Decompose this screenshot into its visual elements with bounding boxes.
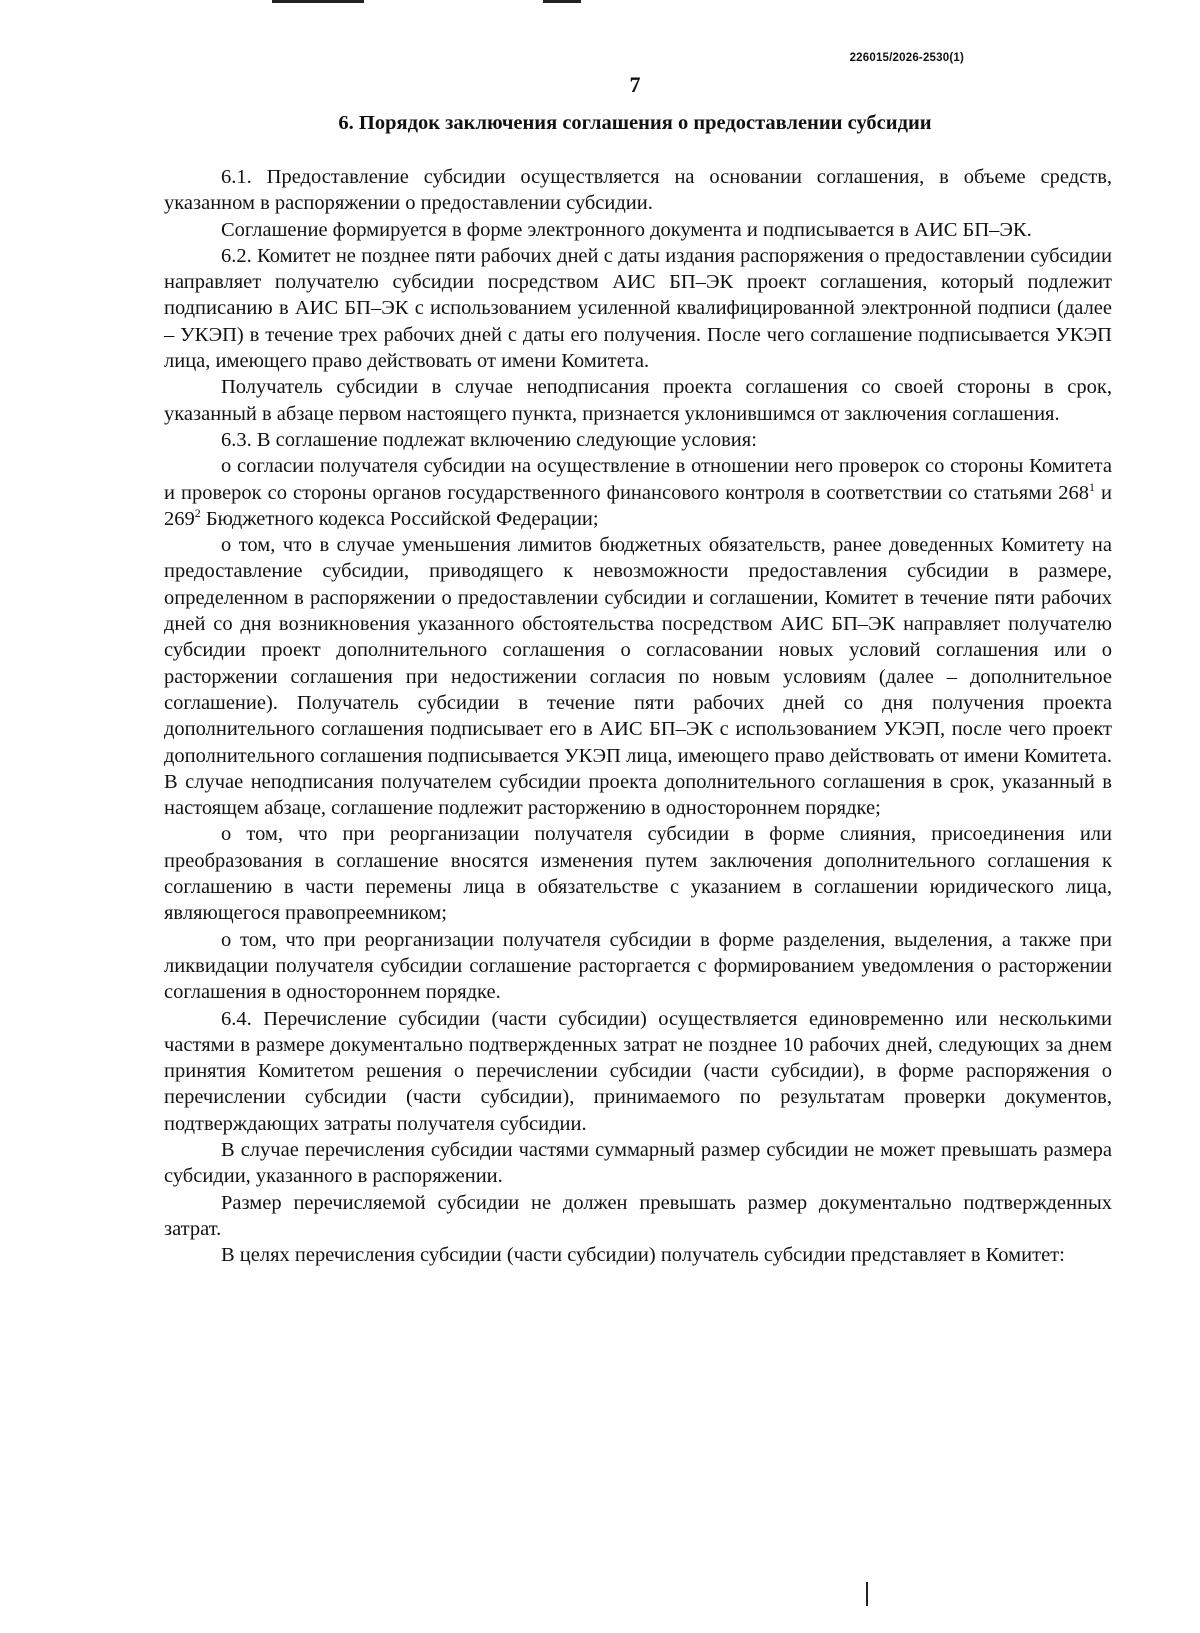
paragraph: В целях перечисления субсидии (части субсидии) получатель субсидии представляет в Комитет: — [221, 1244, 1065, 1267]
paragraph: В случае перечисления субсидии частями суммарный размер субсидии не может превышать размера субсидии, указанного в распоряжении. — [164, 1138, 1112, 1188]
page-number: 7 — [629, 72, 641, 97]
paragraph: 6.2. Комитет не позднее пяти рабочих дней с даты издания распоряжения о предоставлении субсидии направляет получателю субсидии посредством АИС БП–ЭК проект соглашения, который подлежит подписанию в АИС БП–ЭК с использованием усиленной квалифицированной электронной подписи (далее – УКЭП) в течение трех рабочих дней с даты его получения. После чего соглашение подписывается УКЭП лица, имеющего право действовать от имени Комитета. — [164, 244, 1112, 373]
paragraph: о том, что в случае уменьшения лимитов бюджетных обязательств, ранее доведенных Комитету на предоставление субсидии, приводящего к невозможности предоставления субсидии в размере, определенном в распоряжении о предоставлении субсидии и соглашении, Комитет в течение пяти рабочих дней со дня возникновения указанного обстоятельства посредством АИС БП–ЭК направляет получателю субсидии проект дополнительного соглашения о согласовании новых условий соглашения или о расторжении соглашения при недостижении согласия по новым условиям (далее – дополнительное соглашение). Получатель субсидии в течение пяти рабочих дней со дня получения проекта дополнительного соглашения подписывает его в АИС БП–ЭК с использованием УКЭП, после чего проект дополнительного соглашения подписывается УКЭП лица, имеющего право действовать от имени Комитета. В случае неподписания получателем субсидии проекта дополнительного соглашения в срок, указанный в настоящем абзаце, соглашение подлежит расторжению в одностороннем порядке; — [164, 534, 1112, 820]
document-number: 226015/2026-2530(1) — [849, 52, 964, 64]
paragraph: о том, что при реорганизации получателя субсидии в форме разделения, выделения, а также при ликвидации получателя субсидии соглашение расторгается с формированием уведомления о расторжении соглашения в одностороннем порядке. — [164, 928, 1112, 1004]
paragraph-text: Бюджетного кодекса Российской Федерации; — [205, 507, 599, 530]
paragraph: 6.4. Перечисление субсидии (части субсидии) осуществляется единовременно или несколькими частями в размере документально подтвержденных затрат не позднее 10 рабочих дней, следующих за днем принятия Комитетом решения о перечислении субсидии (части субсидии), в форме распоряжения о перечислении субсидии (части субсидии), принимаемого по результатам проверки документов, подтверждающих затраты получателя субсидии. — [164, 1007, 1112, 1135]
document-body — [164, 164, 1112, 1268]
scan-artifact — [866, 1582, 868, 1606]
article-ref: 269 — [164, 507, 195, 530]
paragraph-with-article-refs — [164, 453, 1112, 532]
paragraph: 6.3. В соглашение подлежат включению следующие условия: — [221, 428, 757, 451]
paragraph: о том, что при реорганизации получателя субсидии в форме слияния, присоединения или преобразования в соглашение вносятся изменения путем заключения дополнительного соглашения к соглашению в части перемены лица в обязательстве с указанием в соглашении юридического лица, являющегося правопреемником; — [164, 823, 1112, 925]
article-ref: 268 — [1058, 481, 1089, 504]
section-heading: 6. Порядок заключения соглашения о предоставлении субсидии — [338, 112, 932, 134]
paragraph: Получатель субсидии в случае неподписания проекта соглашения со своей стороны в срок, указанный в абзаце первом настоящего пункта, признается уклонившимся от заключения соглашения. — [164, 376, 1112, 425]
article-ref-sup: 1 — [1088, 479, 1095, 494]
paragraph-text: о согласии получателя субсидии на осуществление в отношении него проверок со стороны Комитета и проверок со стороны органов государственного финансового контроля в соответствии со статьями — [164, 455, 1112, 504]
paragraph: 6.1. Предоставление субсидии осуществляется на основании соглашения, в объеме средств, указанном в распоряжении о предоставлении субсидии. — [164, 166, 1112, 215]
paragraph-text: и — [1101, 481, 1113, 504]
scan-artifact — [543, 0, 581, 3]
scan-artifact — [272, 0, 364, 3]
paragraph: Соглашение формируется в форме электронного документа и подписывается в АИС БП–ЭК. — [221, 218, 1032, 241]
paragraph: Размер перечисляемой субсидии не должен превышать размер документально подтвержденных затрат. — [164, 1191, 1112, 1240]
article-ref-sup: 2 — [194, 506, 201, 521]
